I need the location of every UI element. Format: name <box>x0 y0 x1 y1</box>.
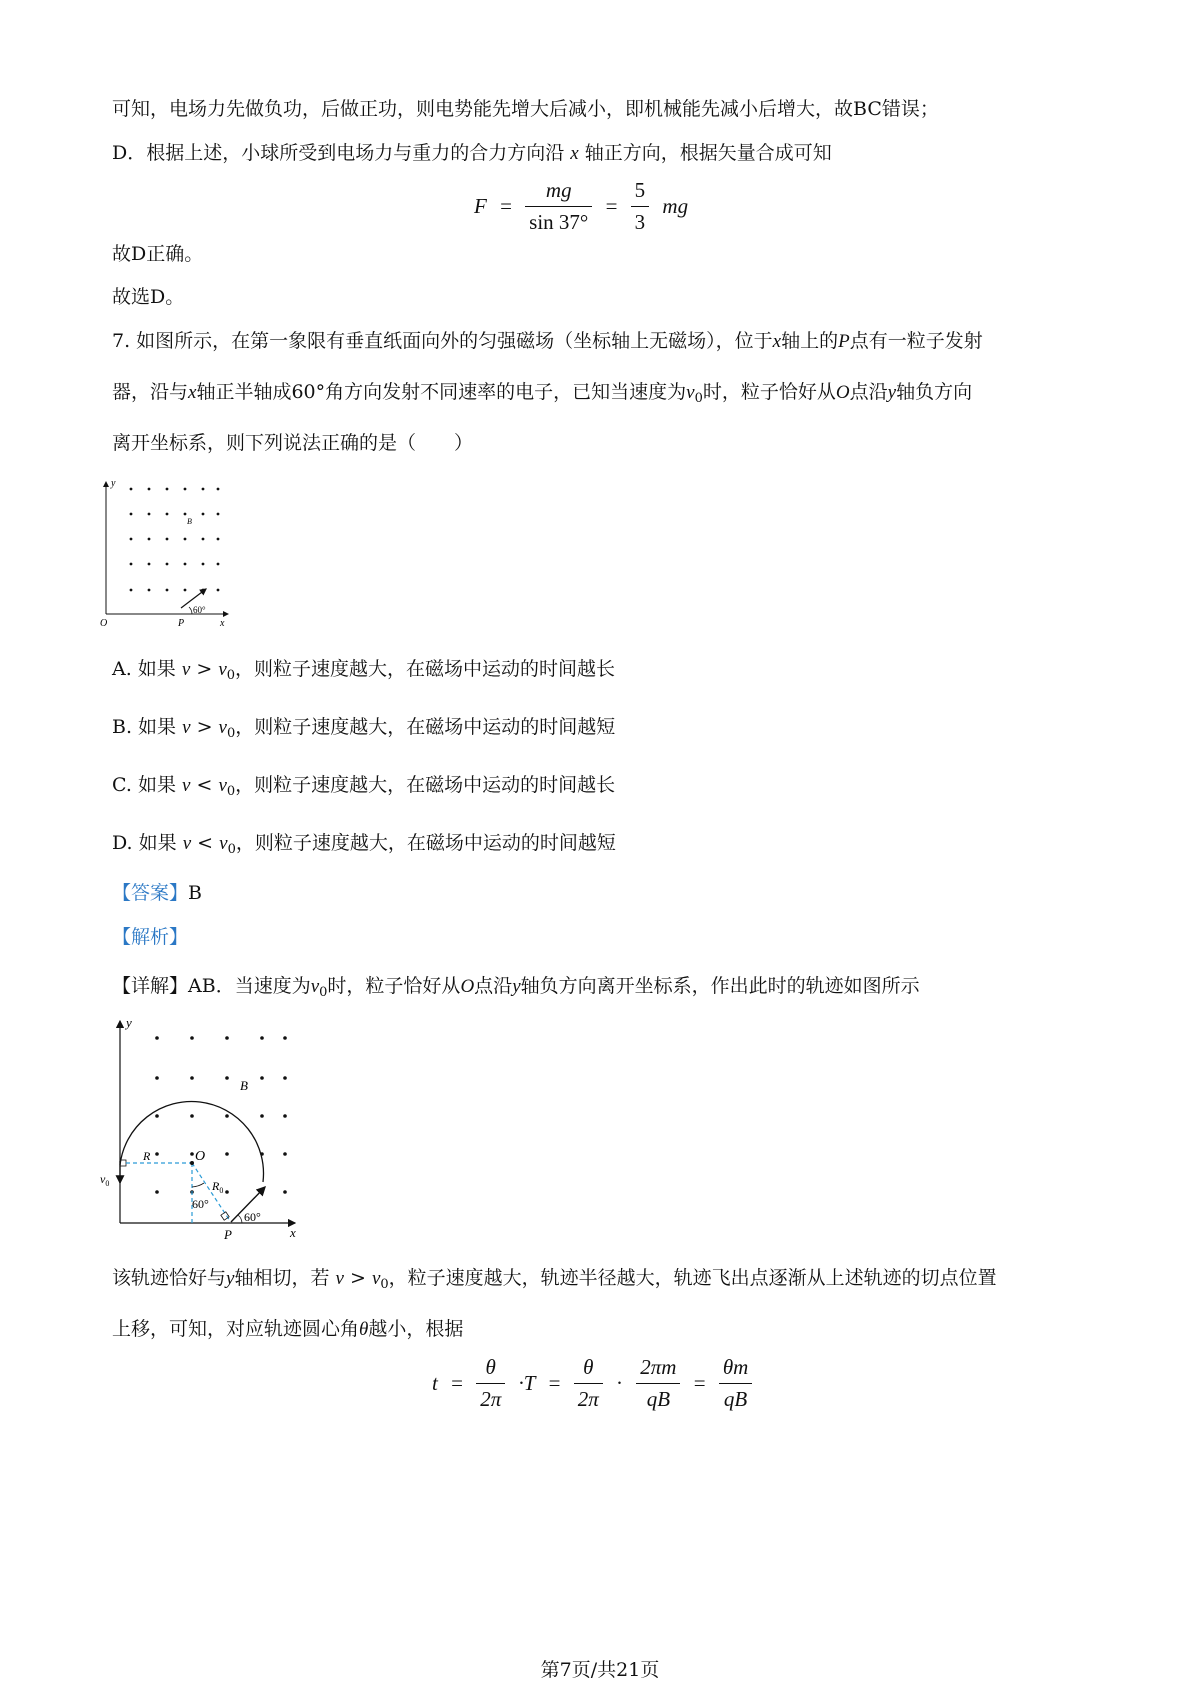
question-7-line-3: 离开坐标系，则下列说法正确的是（ ） <box>112 432 474 454</box>
field-dot <box>225 1114 229 1118</box>
field-dot <box>166 538 169 541</box>
y-label: y <box>126 1015 132 1030</box>
angle-label: 60° <box>193 605 206 615</box>
field-dot <box>190 1076 194 1080</box>
explain-line-2: 上移，可知，对应轨迹圆心角θ越小，根据 <box>112 1318 464 1340</box>
field-dot <box>190 1114 194 1118</box>
field-dot <box>283 1076 287 1080</box>
field-dot <box>148 589 151 592</box>
text-line-1: 可知，电场力先做负功，后做正功，则电势能先增大后减小，即机械能先减小后增大，故BC错误； <box>112 98 939 120</box>
angle-arc <box>189 607 192 614</box>
y-label: y <box>111 478 116 489</box>
field-dot <box>155 1036 159 1040</box>
text-line-2: D．根据上述，小球所受到电场力与重力的合力方向沿 x 轴正方向，根据矢量合成可知 <box>112 142 832 164</box>
field-dot <box>155 1076 159 1080</box>
radius-r0-label: $R_0$ <box>212 1179 224 1195</box>
figure-trajectory <box>100 1015 320 1250</box>
center-o-label: O <box>195 1149 206 1164</box>
page-footer: 第7页/共21页 <box>540 1659 660 1681</box>
field-dot <box>166 589 169 592</box>
detail-line: 【详解】AB．当速度为$v_0$时，粒子恰好从O点沿y轴负方向离开坐标系，作出此时的轨迹如图所示 <box>112 975 920 1000</box>
equation-time: t = $\frac{\theta}{2\pi}$ ·T = $\frac{\theta}{2\pi}$ · $\frac{2\pi m}{qB}$ = $\frac{\theta m}{qB}$ <box>428 1355 756 1412</box>
field-dot <box>148 513 151 516</box>
field-dot <box>130 563 133 566</box>
field-dot <box>184 563 187 566</box>
field-dot <box>217 488 220 491</box>
center-point <box>190 1161 194 1165</box>
field-dot <box>166 563 169 566</box>
field-dot <box>260 1076 264 1080</box>
field-dot <box>155 1190 159 1194</box>
field-dot <box>184 488 187 491</box>
field-dot <box>202 563 205 566</box>
field-dot <box>225 1152 229 1156</box>
x-label: x <box>290 1225 296 1240</box>
field-dot <box>202 513 205 516</box>
text-line-3: 故D正确。 <box>112 243 204 265</box>
analysis-tag: 【解析】 <box>112 926 189 948</box>
field-dot <box>225 1190 229 1194</box>
radius-r-label: R <box>143 1149 151 1163</box>
field-dot <box>260 1036 264 1040</box>
field-dot <box>184 589 187 592</box>
v0-label: $v_0$ <box>100 1172 110 1188</box>
explain-line-1: 该轨迹恰好与y轴相切，若 $v > v_0$，粒子速度越大，轨迹半径越大，轨迹飞出点逐渐从上述轨迹的切点位置 <box>112 1267 997 1292</box>
field-dot <box>148 538 151 541</box>
field-b-label: B <box>187 517 192 526</box>
text-line-4: 故选D。 <box>112 286 185 308</box>
answer-line <box>112 879 202 907</box>
trajectory-arc <box>120 1101 264 1182</box>
field-dot <box>225 1076 229 1080</box>
field-dot <box>225 1036 229 1040</box>
field-dot <box>130 538 133 541</box>
field-dot <box>283 1036 287 1040</box>
field-dot <box>217 589 220 592</box>
question-7-line-1: 7. 如图所示，在第一象限有垂直纸面向外的匀强磁场（坐标轴上无磁场），位于x轴上的P点有一粒子发射 <box>112 330 983 352</box>
field-dot <box>283 1114 287 1118</box>
field-dot <box>166 488 169 491</box>
field-dot <box>217 538 220 541</box>
field-dot <box>155 1114 159 1118</box>
field-dot <box>217 563 220 566</box>
point-p-label: P <box>224 1227 232 1242</box>
angle-label-center: 60° <box>192 1197 209 1211</box>
angle-arc-center <box>192 1183 204 1187</box>
answer-value: B <box>188 882 202 904</box>
field-dot <box>217 513 220 516</box>
origin-label: O <box>100 618 108 629</box>
field-dot <box>190 1036 194 1040</box>
field-dot <box>130 513 133 516</box>
option-a[interactable]: A. 如果 $v > v_0$，则粒子速度越大，在磁场中运动的时间越长 <box>112 658 616 683</box>
field-dot <box>190 1152 194 1156</box>
question-7-line-2: 器，沿与x轴正半轴成60°角方向发射不同速率的电子，已知当速度为$v_0$时，粒子恰好从O点沿y轴负方向 <box>112 381 973 406</box>
field-dots <box>155 1036 287 1194</box>
field-b-label: B <box>240 1078 248 1093</box>
radius-to-p <box>192 1163 230 1221</box>
field-dot <box>283 1152 287 1156</box>
angle-arc-p <box>238 1215 242 1223</box>
field-dot <box>260 1114 264 1118</box>
x-label: x <box>220 618 225 629</box>
field-dots <box>130 488 220 592</box>
field-dot <box>202 488 205 491</box>
point-p-label: P <box>178 618 185 629</box>
field-dot <box>155 1152 159 1156</box>
field-dot <box>202 538 205 541</box>
field-dot <box>148 488 151 491</box>
option-c[interactable]: C. 如果 $v < v_0$，则粒子速度越大，在磁场中运动的时间越长 <box>112 774 616 799</box>
equation-force: F = $\frac{mg}{\sin 37^\circ}$ = $\frac{5}{3}$ mg <box>474 178 689 234</box>
angle-label-p: 60° <box>244 1210 261 1224</box>
answer-tag: 【答案】 <box>112 882 189 904</box>
field-dot <box>130 589 133 592</box>
field-dot <box>130 488 133 491</box>
field-dot <box>184 538 187 541</box>
field-dot <box>283 1190 287 1194</box>
field-dot <box>148 563 151 566</box>
option-d[interactable]: D. 如果 $v < v_0$，则粒子速度越大，在磁场中运动的时间越短 <box>112 832 616 857</box>
field-dot <box>166 513 169 516</box>
figure-question-field <box>98 476 248 631</box>
option-b[interactable]: B. 如果 $v > v_0$，则粒子速度越大，在磁场中运动的时间越短 <box>112 716 616 741</box>
field-dot <box>184 513 187 516</box>
